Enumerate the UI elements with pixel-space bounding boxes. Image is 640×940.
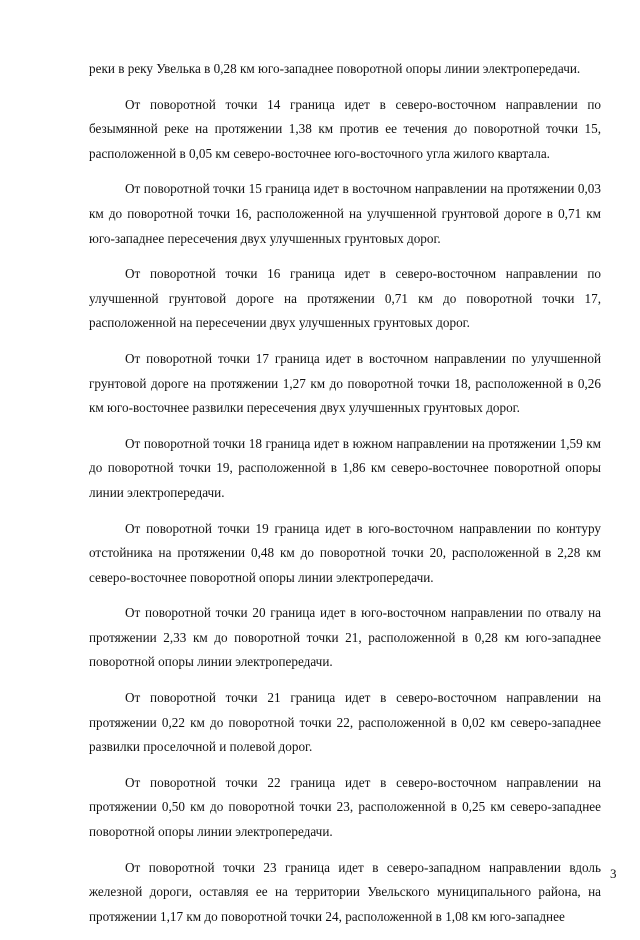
paragraph: От поворотной точки 17 граница идет в восточном направлении по улучшенной грунтовой дороге на протяжении 1,27 км до поворотной точки 18, расположенной в 0,26 км юго-восточнее развилки пересечения двух улучшенных грунтовых дорог. <box>89 350 601 416</box>
paragraph: От поворотной точки 19 граница идет в юго-восточном направлении по контуру отстойника на протяжении 0,48 км до поворотной точки 20, расположенной в 2,28 км северо-восточнее поворотной опоры линии электропередачи. <box>89 520 601 585</box>
body-text <box>89 57 601 940</box>
paragraph: От поворотной точки 16 граница идет в северо-восточном направлении по улучшенной грунтовой дороге на протяжении 0,71 км до поворотной точки 17, расположенной на пересечении двух улучшенных грунтовых дорог. <box>89 266 601 331</box>
paragraph: реки в реку Увелька в 0,28 км юго-западнее поворотной опоры линии электропередачи. <box>89 61 581 76</box>
paragraph: От поворотной точки 23 граница идет в северо-западном направлении вдоль железной дороги, оставляя ее на территории Увельского муниципального района, на протяжении 1,17 км до поворотной точки 24, расположенной в 1,08 км юго-западнее <box>89 859 601 924</box>
paragraph: От поворотной точки 22 граница идет в северо-восточном направлении на протяжении 0,50 км до поворотной точки 23, расположенной в 0,25 км северо-западнее поворотной опоры линии электропередачи. <box>89 774 601 840</box>
paragraph: От поворотной точки 14 граница идет в северо-восточном направлении по безымянной реке на протяжении 1,38 км против ее течения до поворотной точки 15, расположенной в 0,05 км северо-восточнее юго-восточного угла жилого квартала. <box>89 96 601 161</box>
paragraph: От поворотной точки 18 граница идет в южном направлении на протяжении 1,59 км до поворотной точки 19, расположенной в 1,86 км северо-восточнее поворотной опоры линии электропередачи. <box>89 435 601 500</box>
paragraph: От поворотной точки 21 граница идет в северо-восточном направлении на протяжении 0,22 км до поворотной точки 22, расположенной в 0,02 км северо-западнее развилки проселочной и полевой дорог. <box>89 690 601 755</box>
page-number: 3 <box>610 866 617 881</box>
paragraph: От поворотной точки 20 граница идет в юго-восточном направлении по отвалу на протяжении 2,33 км до поворотной точки 21, расположенной в 0,28 км юго-западнее поворотной опоры линии электропередачи. <box>89 605 601 670</box>
paragraph: От поворотной точки 15 граница идет в восточном направлении на протяжении 0,03 км до поворотной точки 16, расположенной на улучшенной грунтовой дороге в 0,71 км юго-западнее пересечения двух улучшенных грунтовых дорог. <box>89 181 601 246</box>
